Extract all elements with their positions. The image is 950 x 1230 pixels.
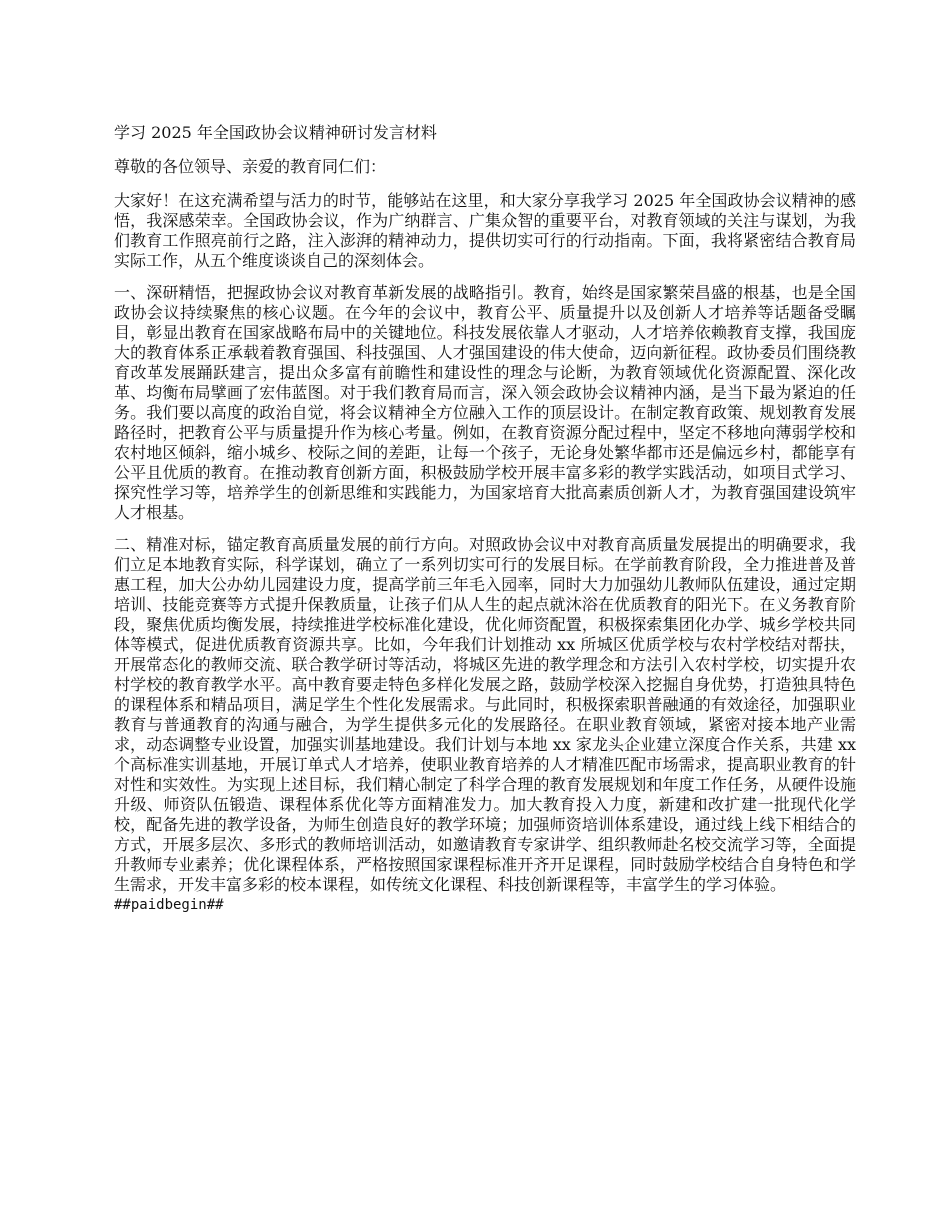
paragraph-intro: 大家好！在这充满希望与活力的时节，能够站在这里，和大家分享我学习 2025 年全国政协会议精神的感悟，我深感荣幸。全国政协会议，作为广纳群言、广集众智的重要平台，对教育领域的关注与谋划，为我们教育工作照亮前行之路，注入澎湃的精神动力，提供切实可行的行动指南。下面，我将紧密结合教育局实际工作，从五个维度谈谈自己的深刻体会。 bbox=[114, 191, 856, 270]
paragraph-section-1: 一、深研精悟，把握政协会议对教育革新发展的战略指引。教育，始终是国家繁荣昌盛的根基，也是全国政协会议持续聚焦的核心议题。在今年的会议中，教育公平、质量提升以及创新人才培养等话题备受瞩目，彰显出教育在国家战略布局中的关键地位。科技发展依靠人才驱动，人才培养依赖教育支撑，我国庞大的教育体系正承载着教育强国、科技强国、人才强国建设的伟大使命，迈向新征程。政协委员们围绕教育改革发展踊跃建言，提出众多富有前瞻性和建设性的理念与论断，为教育领域优化资源配置、深化改革、均衡布局擘画了宏伟蓝图。对于我们教育局而言，深入领会政协会议精神内涵，是当下最为紧迫的任务。我们要以高度的政治自觉，将会议精神全方位融入工作的顶层设计。在制定教育政策、规划教育发展路径时，把教育公平与质量提升作为核心考量。例如，在教育资源分配过程中，坚定不移地向薄弱学校和农村地区倾斜，缩小城乡、校际之间的差距，让每一个孩子，无论身处繁华都市还是偏远乡村，都能享有公平且优质的教育。在推动教育创新方面，积极鼓励学校开展丰富多彩的教学实践活动，如项目式学习、探究性学习等，培养学生的创新思维和实践能力，为国家培育大批高素质创新人才，为教育强国建设筑牢人才根基。 bbox=[114, 283, 856, 522]
paid-begin-marker: ##paidbegin## bbox=[114, 897, 224, 913]
salutation: 尊敬的各位领导、亲爱的教育同仁们： bbox=[114, 157, 387, 176]
document-page bbox=[114, 123, 856, 915]
paragraph-section-2: 二、精准对标，锚定教育高质量发展的前行方向。对照政协会议中对教育高质量发展提出的明确要求，我们立足本地教育实际，科学谋划，确立了一系列切实可行的发展目标。在学前教育阶段，全力推进普及普惠工程，加大公办幼儿园建设力度，提高学前三年毛入园率，同时大力加强幼儿教师队伍建设，通过定期培训、技能竞赛等方式提升保教质量，让孩子们从人生的起点就沐浴在优质教育的阳光下。在义务教育阶段，聚焦优质均衡发展，持续推进学校标准化建设，优化师资配置，积极探索集团化办学、城乡学校共同体等模式，促进优质教育资源共享。比如，今年我们计划推动 xx 所城区优质学校与农村学校结对帮扶，开展常态化的教师交流、联合教学研讨等活动，将城区先进的教学理念和方法引入农村学校，切实提升农村学校的教育教学水平。高中教育要走特色多样化发展之路，鼓励学校深入挖掘自身优势，打造独具特色的课程体系和精品项目，满足学生个性化发展需求。与此同时，积极探索职普融通的有效途径，加强职业教育与普通教育的沟通与融合，为学生提供多元化的发展路径。在职业教育领域，紧密对接本地产业需求，动态调整专业设置，加强实训基地建设。我们计划与本地 xx 家龙头企业建立深度合作关系，共建 xx 个高标准实训基地，开展订单式人才培养，使职业教育培养的人才精准匹配市场需求，提高职业教育的针对性和实效性。为实现上述目标，我们精心制定了科学合理的教育发展规划和年度工作任务，从硬件设施升级、师资队伍锻造、课程体系优化等方面精准发力。加大教育投入力度，新建和改扩建一批现代化学校，配备先进的教学设备，为师生创造良好的教学环境；加强师资培训体系建设，通过线上线下相结合的方式，开展多层次、多形式的教师培训活动，如邀请教育专家讲学、组织教师赴名校交流学习等，全面提升教师专业素养；优化课程体系，严格按照国家课程标准开齐开足课程，同时鼓励学校结合自身特色和学生需求，开发丰富多彩的校本课程，如传统文化课程、科技创新课程等，丰富学生的学习体验。 bbox=[114, 535, 856, 894]
document-title: 学习 2025 年全国政协会议精神研讨发言材料 bbox=[114, 123, 437, 142]
